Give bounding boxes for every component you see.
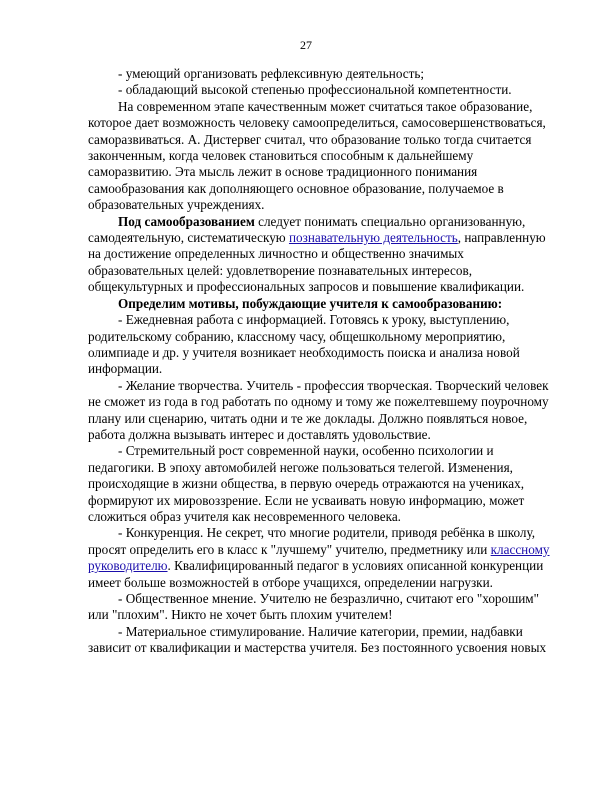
definition-text-b: , направленную на достижение определенных личностно и общественно значимых образовательных целей: удовлетворение познавательных интересов, общекультурных и профессиональных запросов и повышение квалификации. bbox=[88, 230, 546, 295]
paragraph-reflexive: - умеющий организовать рефлексивную деятельность; bbox=[118, 66, 425, 81]
competition-text-a: - Конкуренция. Не секрет, что многие родители, приводя ребёнка в школу, просят определить его в класс к "лучшему" учителю, предметнику или bbox=[88, 525, 536, 557]
link-cognitive-activity[interactable]: познавательную деятельность bbox=[288, 230, 458, 246]
paragraph-science-growth: - Стремительный рост современной науки, особенно психологии и педагогики. В эпоху автомобилей негоже пользоваться телегой. Изменения, происходящие в жизни общества, в первую очередь отражаются на учениках, формируют их мировоззрение. Если не усваивать новую информацию, может сложиться образ учителя как несовременного человека. bbox=[88, 443, 525, 524]
paragraph-motives-heading: Определим мотивы, побуждающие учителя к самообразованию: bbox=[118, 295, 503, 311]
paragraph-creativity: - Желание творчества. Учитель - профессия творческая. Творческий человек не сможет из года в год работать по одному и тому же пожелтевшему поурочному плану или сценарию, читать одни и те же доклады. Должно появляться новое, работа должна вызывать интерес и доставлять удовольствие. bbox=[88, 377, 549, 442]
paragraph-competence: - обладающий высокой степенью профессиональной компетентности. bbox=[118, 82, 512, 98]
paragraph-public-opinion: - Общественное мнение. Учителю не безразлично, считают его "хорошим" или "плохим". Никто не хочет быть плохим учителем! bbox=[88, 591, 540, 623]
definition-text-a: следует понимать специально организованную, самодеятельную, систематическую bbox=[88, 213, 526, 246]
document-body bbox=[88, 66, 554, 657]
paragraph-daily-work: - Ежедневная работа с информацией. Готовясь к уроку, выступлению, родительскому собранию, классному часу, общешкольному мероприятию, олимпиаде и др. у учителя возникает необходимость поиска и анализа новой информации. bbox=[88, 312, 520, 377]
paragraph-material-incentive: - Материальное стимулирование. Наличие категории, премии, надбавки зависит от квалификации и мастерства учителя. Без постоянного усвоения новых bbox=[88, 623, 547, 656]
competition-text-b: . Квалифицированный педагог в условиях описанной конкуренции имеет больше возможностей в отборе учащихся, определении нагрузки. bbox=[88, 558, 544, 590]
term-self-education: Под самообразованием bbox=[118, 213, 255, 229]
link-class-teacher[interactable]: классному руководителю bbox=[88, 541, 550, 574]
paragraph-self-education-definition bbox=[88, 214, 554, 296]
paragraph-modern-education: На современном этапе качественным может считаться такое образование, которое дает возможность человеку самоопределиться, самосовершенствоваться, саморазвиваться. А. Дистервег считал, что образование только тогда считается законченным, когда человек становиться способным к дальнейшему саморазвитию. Эта мысль лежит в основе традиционного понимания самообразования как дополняющего основное образование, получаемое в образовательных учреждениях. bbox=[88, 98, 546, 213]
paragraph-competition bbox=[88, 525, 554, 591]
page-number: 27 bbox=[300, 38, 312, 52]
